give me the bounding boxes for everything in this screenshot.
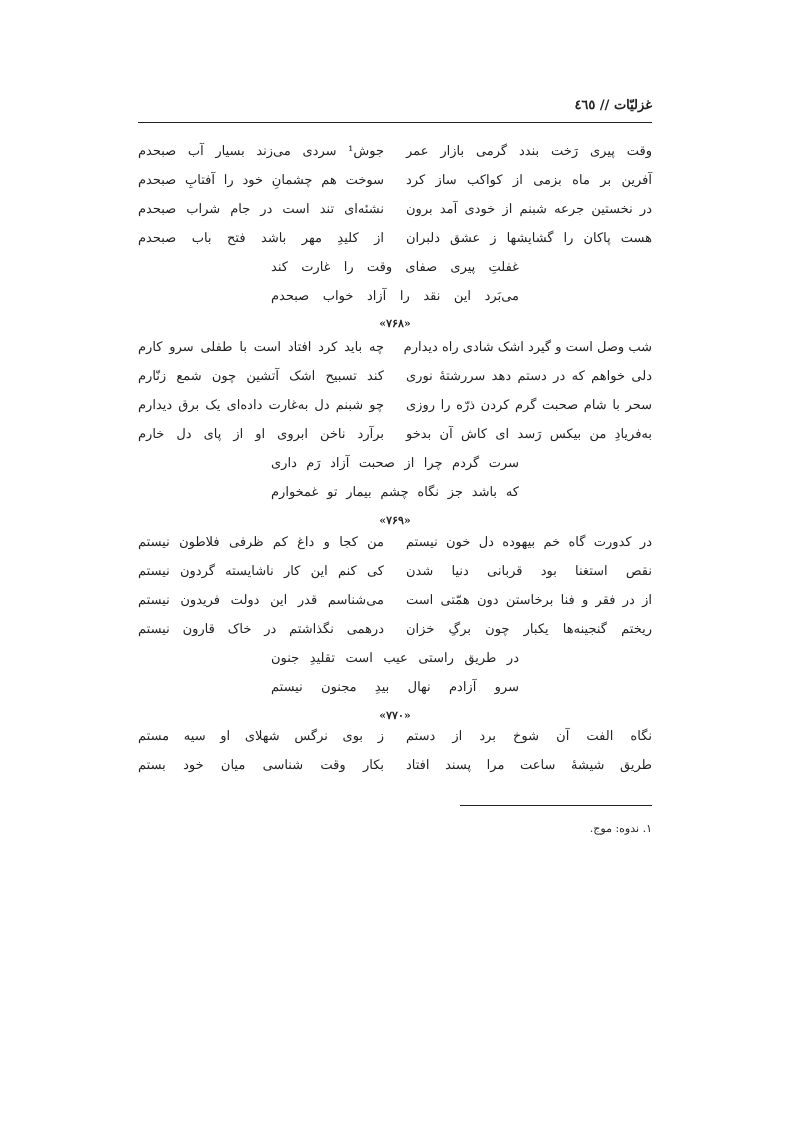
- hemistich-second: برآرد ناخن ابروی او از پای دل خارم: [138, 427, 384, 442]
- hemistich-second: ز بوی نرگس شهلای او سیه مستم: [138, 729, 384, 744]
- poem-section-768: [138, 340, 652, 514]
- closing-line: [138, 680, 652, 709]
- hemistich-first: طریق شیشهٔ ساعت مرا پسند افتاد: [406, 758, 652, 773]
- footnote-divider: [460, 805, 652, 806]
- couplet: [138, 340, 652, 369]
- hemistich-second: سوخت هم چشمانِ خود را آفتابِ صبحدم: [138, 173, 384, 188]
- hemistich-first: وقت پیری رَخت بندد گرمی بازار عمر: [406, 144, 652, 159]
- hemistich-second: جوش¹ سردی می‌زند بسیار آب صبحدم: [138, 144, 384, 159]
- hemistich-first: در کدورت گاه خم بیهوده دل خون نیستم: [406, 535, 652, 550]
- poem-section-770: [138, 729, 652, 787]
- couplet: [138, 231, 652, 260]
- closing-line: [138, 485, 652, 514]
- couplet: [138, 202, 652, 231]
- hemistich-first: به‌فریادِ من بیکس رَسد ای کاش آن بدخو: [406, 427, 652, 442]
- running-title: غزلیّات // ٤٦٥: [574, 98, 652, 113]
- hemistich-first: نقص استغنا بود قربانی دنیا شدن: [406, 564, 652, 579]
- closing-hemistich: می‌بَرد این نقد را آزاد خواب صبحدم: [271, 289, 519, 304]
- footnote: ۱. ندوه: موج.: [589, 822, 652, 835]
- hemistich-second: کی کنم این کار ناشایسته گردون نیستم: [138, 564, 384, 579]
- couplet: [138, 622, 652, 651]
- ghazal-number: «۷۷۰»: [379, 709, 411, 722]
- couplet: [138, 427, 652, 456]
- hemistich-second: چو شبنم دل به‌غارت داده‌ای یک برق دیدارم: [138, 398, 384, 413]
- hemistich-second: بکار وقت شناسی میان خود بستم: [138, 758, 384, 773]
- couplet: [138, 593, 652, 622]
- couplet: [138, 144, 652, 173]
- couplet: [138, 398, 652, 427]
- closing-line: [138, 651, 652, 680]
- closing-hemistich: سرو آزادم نهال بیدِ مجنون نیستم: [271, 680, 519, 695]
- page-header: [138, 94, 652, 123]
- hemistich-second: چه باید کرد افتاد است با طفلی سرو کارم: [138, 340, 384, 355]
- closing-hemistich: که باشد جز نگاه چشم بیمار تو غمخوارم: [271, 485, 519, 500]
- hemistich-first: نگاه الفت آن شوخ برد از دستم: [406, 729, 652, 744]
- hemistich-first: آفرین بر ماه بزمی از کواکب ساز کرد: [406, 173, 652, 188]
- hemistich-first: سحر با شام صحبت گرم کردن ذرّه را روزی: [406, 398, 652, 413]
- closing-line: [138, 260, 652, 289]
- hemistich-first: هست پاکان را گشایشها ز عشق دلبران: [406, 231, 652, 246]
- poem-section-1: [138, 144, 652, 318]
- hemistich-first: دلی خواهم که در دستم دهد سررشتهٔ نوری: [406, 369, 652, 384]
- poem-section-769: [138, 535, 652, 709]
- closing-hemistich: غفلتِ پیری صفای وقت را غارت کند: [271, 260, 519, 275]
- hemistich-second: کند تسبیح اشک آتشین چون شمع زنّارم: [138, 369, 384, 384]
- couplet: [138, 369, 652, 398]
- closing-line: [138, 456, 652, 485]
- hemistich-first: از در فقر و فنا برخاستن دون همّتی است: [406, 593, 652, 608]
- hemistich-second: من کجا و داغ کم ظرفی فلاطون نیستم: [138, 535, 384, 550]
- closing-hemistich: سرت گردم چرا از صحبت آزاد رَم داری: [271, 456, 519, 471]
- hemistich-second: می‌شناسم قدر این دولت فریدون نیستم: [138, 593, 384, 608]
- hemistich-first: شب وصل است و گیرد اشک شادی راه دیدارم: [403, 340, 652, 355]
- couplet: [138, 173, 652, 202]
- hemistich-first: در نخستین جرعه شبنم از خودی آمد برون: [406, 202, 652, 217]
- ghazal-number: «۷۶۹»: [379, 514, 411, 527]
- closing-line: [138, 289, 652, 318]
- couplet: [138, 729, 652, 758]
- hemistich-second: نشئه‌ای تند است در جام شراب صبحدم: [138, 202, 384, 217]
- hemistich-second: از کلیدِ مهر باشد فتح باب صبحدم: [138, 231, 384, 246]
- couplet: [138, 758, 652, 787]
- closing-hemistich: در طریق راستی عیب است تقلیدِ جنون: [271, 651, 519, 666]
- hemistich-first: ریختم گنجینه‌ها یکبار چون برگِ خزان: [406, 622, 652, 637]
- couplet: [138, 535, 652, 564]
- ghazal-number: «۷۶۸»: [379, 317, 411, 330]
- couplet: [138, 564, 652, 593]
- hemistich-second: درهمی نگذاشتم در خاک قارون نیستم: [138, 622, 384, 637]
